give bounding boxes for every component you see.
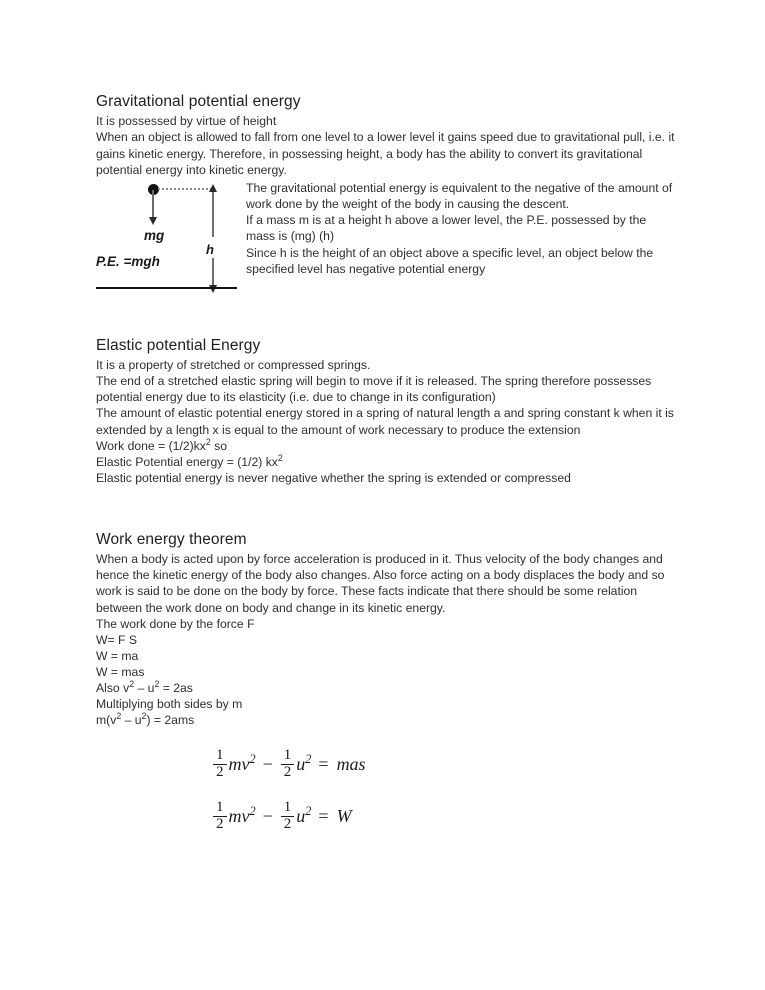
derivation-line-work-done-by-force: The work done by the force F (96, 616, 255, 631)
elastic-formula-energy (96, 454, 676, 470)
term-u: u (296, 805, 306, 826)
term-u-exponent: 2 (305, 803, 312, 818)
derivation-line-w-equals-ma: W = ma (96, 648, 139, 663)
elastic-formula-work-done-prefix: Work done = (1/2)kx (96, 438, 206, 453)
derivation-line-multiplied-equation (96, 712, 676, 728)
gravitational-figure-and-notes (96, 180, 676, 306)
fraction-one-half-second (281, 748, 295, 781)
term-u-squared (296, 751, 312, 775)
label-potential-energy-formula: P.E. =mgh (96, 253, 160, 269)
gravitational-note-3: Since h is the height of an object above a specific level, an object below the specified level has negative potential energy (246, 245, 654, 276)
term-u-squared (296, 803, 312, 827)
gravitational-potential-energy-diagram (96, 180, 246, 306)
equation-right-hand-side: mas (336, 753, 366, 774)
kinematic-exponent-1: 2 (129, 678, 135, 689)
equation-right-hand-side: W (336, 805, 352, 826)
fraction-denominator: 2 (281, 764, 295, 781)
term-mv-squared (228, 751, 256, 775)
operator-equals-first: = (318, 753, 329, 774)
derivation-line-w-equals-mas: W = mas (96, 664, 145, 679)
derivation-line-w-equals-fs: W= F S (96, 632, 137, 647)
elastic-paragraph-1: The end of a stretched elastic spring will begin to move if it is released. The spring therefore possesses potential energy due to its elasticity (i.e. due to change in its configuration) (96, 374, 652, 405)
fraction-numerator: 1 (283, 747, 292, 764)
work-energy-paragraph: When a body is acted upon by force acceleration is produced in it. Thus velocity of the body changes and hence the kinetic energy of the body also changes. Also force acting on a body displaces the body and so work is said to be done on the body by force. These facts indicate that there should be some relation between the work done on body and change in its kinetic energy. (96, 552, 665, 615)
section-gravitational-potential-energy (96, 92, 676, 306)
gravitational-side-notes (246, 180, 676, 277)
elastic-formula-energy-exponent: 2 (277, 452, 283, 463)
operator-minus-first: − (262, 753, 273, 774)
equation-kinetic-energy-equals-mas (212, 742, 676, 786)
label-h: h (206, 241, 214, 257)
multiplied-prefix: m(v (96, 713, 117, 728)
operator-equals-second: = (318, 805, 329, 826)
term-mv-squared (228, 803, 256, 827)
heading-gravitational-potential-energy: Gravitational potential energy (96, 93, 301, 110)
kinematic-middle: – u (134, 681, 155, 695)
operator-minus-second: − (262, 805, 273, 826)
fraction-numerator: 1 (283, 799, 292, 816)
gravitational-intro-paragraph: When an object is allowed to fall from one level to a lower level it gains speed due to gravitational pull, i.e. it gains kinetic energy. Therefore, in possessing height, a body has the ability to convert its gravitational potential energy into kinetic energy. (96, 130, 675, 177)
elastic-formula-energy-prefix: Elastic Potential energy = (1/2) kx (96, 454, 278, 469)
height-arrow-lower-icon (212, 258, 214, 286)
label-mg: mg (144, 227, 165, 243)
section-work-energy-theorem (96, 530, 676, 838)
gravitational-intro-block (96, 113, 676, 177)
fraction-one-half-first (213, 800, 227, 833)
multiplied-exponent-1: 2 (116, 711, 122, 722)
derivation-line-multiply-by-m: Multiplying both sides by m (96, 697, 243, 712)
term-u: u (296, 753, 306, 774)
height-arrow-upper-icon (212, 192, 214, 237)
equation-kinetic-energy-equals-work (212, 794, 676, 838)
term-mv: mv (228, 805, 250, 826)
fraction-numerator: 1 (216, 799, 224, 816)
elastic-line-1: It is a property of stretched or compressed springs. (96, 358, 371, 373)
elastic-formula-work-done-suffix: so (210, 438, 228, 453)
fraction-denominator: 2 (213, 764, 227, 781)
kinematic-exponent-2: 2 (154, 678, 160, 689)
gravitational-note-2: If a mass m is at a height h above a lower level, the P.E. possessed by the mass is (mg) (h) (246, 213, 647, 244)
elastic-formula-work-done (96, 438, 676, 454)
document-content (96, 92, 676, 838)
elastic-closing-line: Elastic potential energy is never negative whether the spring is extended or compressed (96, 470, 571, 485)
weight-force-arrow-icon (152, 190, 154, 218)
fraction-one-half-first (213, 748, 227, 781)
heading-work-energy-theorem: Work energy theorem (96, 530, 247, 548)
heading-elastic-potential-energy: Elastic potential Energy (96, 336, 261, 354)
dotted-reference-line (158, 188, 212, 190)
elastic-paragraph-2: The amount of elastic potential energy stored in a spring of natural length a and spring constant k when it is extended by a length x is equal to the amount of work necessary to produce the extension (96, 406, 674, 437)
section-elastic-potential-energy (96, 336, 676, 486)
term-u-exponent: 2 (305, 751, 312, 766)
term-mv-exponent: 2 (249, 803, 256, 818)
display-equations (96, 742, 676, 838)
term-mv: mv (228, 753, 250, 774)
ground-reference-line (96, 287, 237, 290)
fraction-one-half-second (281, 800, 295, 833)
gravitational-intro-line-1: It is possessed by virtue of height (96, 114, 277, 129)
multiplied-suffix: ) = 2ams (146, 713, 195, 728)
kinematic-suffix: = 2as (159, 681, 193, 695)
elastic-formula-work-done-exponent: 2 (205, 436, 211, 447)
term-mv-exponent: 2 (249, 751, 256, 766)
kinematic-prefix: Also v (96, 681, 130, 695)
gravitational-note-1: The gravitational potential energy is equivalent to the negative of the amount of work done by the weight of the body in causing the descent. (246, 180, 673, 211)
fraction-denominator: 2 (281, 816, 295, 833)
multiplied-exponent-2: 2 (141, 711, 147, 722)
fraction-numerator: 1 (216, 747, 224, 764)
derivation-line-kinematic-equation (96, 680, 676, 696)
fraction-denominator: 2 (213, 816, 227, 833)
multiplied-middle: – u (121, 713, 142, 728)
